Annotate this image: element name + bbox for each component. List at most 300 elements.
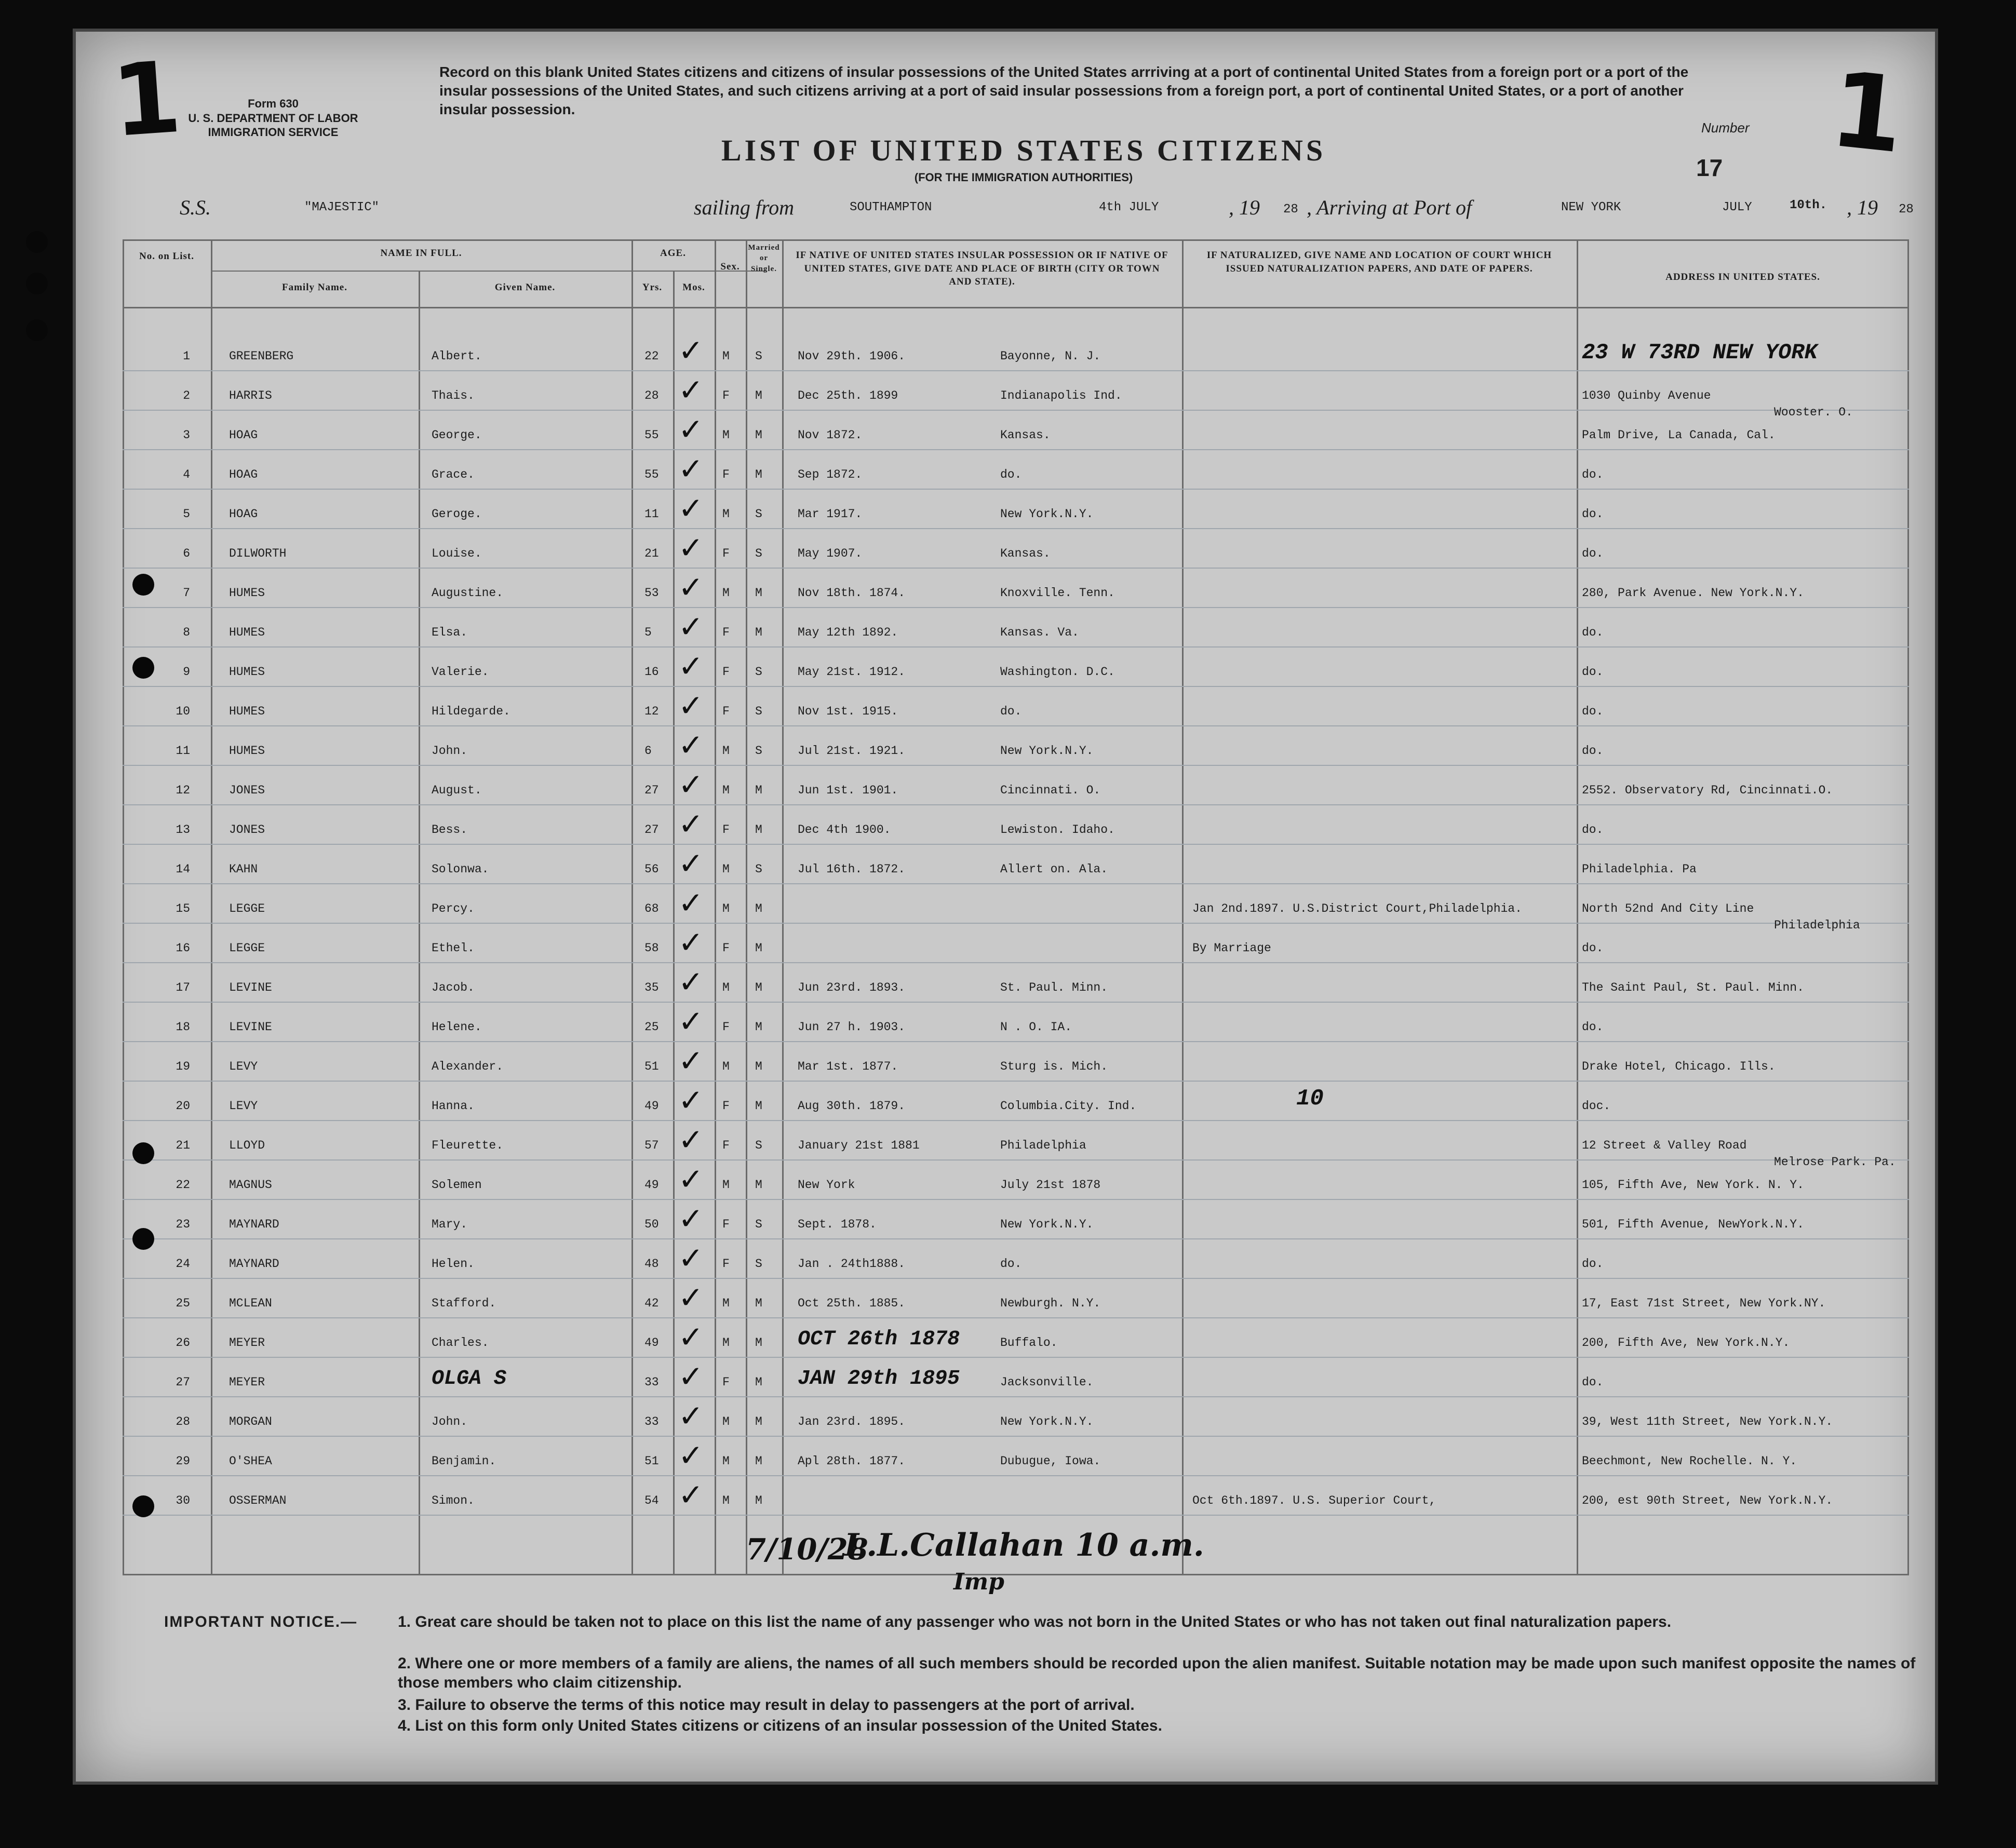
address: doc. [1582,1099,1611,1113]
birth-date: May 12th 1892. [798,626,898,639]
checkmark-icon: ✓ [678,964,704,1000]
given-name: Benjamin. [432,1454,496,1468]
col-header-naturalized: IF NATURALIZED, GIVE NAME AND LOCATION OF COURT WHICH ISSUED NATURALIZATION PAPERS, AND DATE OF PAPERS. [1206,250,1552,274]
departure-date: 4th JULY [1099,200,1159,214]
arrival-month: JULY [1722,200,1752,214]
list-number: 17 [1696,154,1723,181]
birth-place: Columbia.City. Ind. [1000,1099,1137,1113]
birth-date: Mar 1st. 1877. [798,1060,898,1073]
family-name: MEYER [229,1336,265,1350]
address: Beechmont, New Rochelle. N. Y. [1582,1454,1797,1468]
birth-place: Jacksonville. [1000,1375,1094,1389]
family-name: MEYER [229,1375,265,1389]
marital-status: S [755,862,762,876]
age-years: 28 [644,389,659,402]
row-number: 25 [176,1297,190,1310]
name-subheader-rule [211,271,767,272]
row-number: 23 [176,1218,190,1231]
header-divider [123,307,1909,308]
birth-date: Jul 16th. 1872. [798,862,906,876]
birth-date: Sept. 1878. [798,1218,877,1231]
checkmark-icon: ✓ [678,451,704,487]
checkmark-icon: ✓ [678,1240,704,1276]
checkmark-icon: ✓ [678,570,704,605]
marital-status: M [755,981,762,994]
family-name: MAYNARD [229,1257,279,1271]
row-rule [123,1199,1909,1200]
arrival-port: NEW YORK [1561,200,1621,214]
sex: F [722,705,730,718]
checkmark-icon: ✓ [678,649,704,684]
ship-name: "MAJESTIC" [304,200,380,214]
row-rule [123,962,1909,963]
family-name: HARRIS [229,389,272,402]
inspection-date: 7/10/28 [746,1532,868,1567]
manifest-page [73,29,1938,1785]
checkmark-icon: ✓ [678,727,704,763]
col-header-yrs: Yrs. [642,282,663,293]
marital-status: S [755,507,762,521]
birth-date: Oct 25th. 1885. [798,1297,906,1310]
address: do. [1582,1257,1604,1271]
col-header-sex: Sex. [720,261,740,272]
address: do. [1582,1020,1604,1034]
given-name: Helen. [432,1257,475,1271]
marital-status: S [755,1139,762,1152]
birth-place: Kansas. [1000,547,1051,560]
row-rule [123,1238,1909,1239]
col-header-no: No. on List. [139,251,194,262]
checkmark-icon: ✓ [678,1201,704,1236]
given-name: Alexander. [432,1060,504,1073]
col-header-name-in-full: NAME IN FULL. [380,248,462,259]
given-name: Helene. [432,1020,482,1034]
marital-status: S [755,705,762,718]
row-number: 4 [183,468,190,481]
birth-place: New York.N.Y. [1000,1415,1094,1428]
given-name: Albert. [432,349,482,363]
address: 12 Street & Valley Road [1582,1139,1747,1152]
row-rule [123,646,1909,648]
year-prefix-to: , 19 [1847,196,1878,219]
row-number: 15 [176,902,190,915]
checkmark-icon: ✓ [678,1319,704,1355]
sex: M [722,507,730,521]
checkmark-icon: ✓ [678,1004,704,1039]
handwritten-page-number-right: 1 [1825,49,1910,177]
birth-place: New York.N.Y. [1000,507,1094,521]
marital-status: M [755,1494,762,1507]
family-name: MORGAN [229,1415,272,1428]
given-name: Charles. [432,1336,489,1350]
marital-status: M [755,626,762,639]
row-rule [123,449,1909,450]
birth-date: May 1907. [798,547,863,560]
address: do. [1582,665,1604,679]
address: North 52nd And City Line [1582,902,1754,915]
binder-hole [132,1228,154,1250]
birth-place: Newburgh. N.Y. [1000,1297,1101,1310]
binder-hole [132,574,154,596]
arrival-year: 28 [1899,203,1914,217]
number-label: Number [1701,120,1750,136]
marital-status: S [755,547,762,560]
birth-date: JAN 29th 1895 [798,1367,960,1391]
age-years: 27 [644,823,659,837]
address: 105, Fifth Ave, New York. N. Y. [1582,1178,1804,1192]
row-rule [123,923,1909,924]
sex: F [722,1099,730,1113]
birth-place: Buffalo. [1000,1336,1058,1350]
marital-status: M [755,941,762,955]
birth-place: Kansas. [1000,428,1051,442]
binder-hole [26,319,48,341]
notice-item: 1. Great care should be taken not to place on this list the name of any passenger who was not born in the United States or who has not taken out final naturalization papers. [398,1613,1672,1630]
sex: M [722,428,730,442]
birth-date: Nov 1st. 1915. [798,705,898,718]
birth-place: do. [1000,705,1022,718]
checkmark-icon: ✓ [678,1477,704,1513]
notice-item: 4. List on this form only United States citizens or citizens of an insular possession of the United States. [398,1717,1162,1734]
marital-status: S [755,349,762,363]
row-number: 17 [176,981,190,994]
age-years: 22 [644,349,659,363]
birth-place: Cincinnati. O. [1000,784,1101,797]
sex: M [722,349,730,363]
given-name: Louise. [432,547,482,560]
birth-place: Lewiston. Idaho. [1000,823,1115,837]
col-header-given-name: Given Name. [494,282,556,293]
handwritten-page-number-left: 1 [108,39,185,159]
address-line-2: Philadelphia [1774,919,1860,932]
address-line-2: Melrose Park. Pa. [1774,1155,1896,1169]
birth-place: Allert on. Ala. [1000,862,1108,876]
age-years: 68 [644,902,659,915]
age-years: 51 [644,1454,659,1468]
birth-place: Philadelphia [1000,1139,1086,1152]
given-name: Hanna. [432,1099,475,1113]
address-line-2: Wooster. O. [1774,406,1853,419]
sex: M [722,981,730,994]
given-name: Elsa. [432,626,468,639]
col-border [673,271,675,1574]
arriving-label: , Arriving at Port of [1307,196,1472,219]
service-name: IMMIGRATION SERVICE [208,126,339,139]
row-rule [123,568,1909,569]
row-rule [123,1081,1909,1082]
row-number: 5 [183,507,190,521]
voyage-line [180,195,1914,221]
family-name: KAHN [229,862,258,876]
row-number: 18 [176,1020,190,1034]
inspector-title: Imp [953,1569,1004,1595]
family-name: O'SHEA [229,1454,272,1468]
marital-status: M [755,1060,762,1073]
age-years: 49 [644,1099,659,1113]
address: do. [1582,547,1604,560]
age-years: 57 [644,1139,659,1152]
row-number: 29 [176,1454,190,1468]
family-name: HOAG [229,468,258,481]
address: do. [1582,705,1604,718]
age-years: 54 [644,1494,659,1507]
birth-place: do. [1000,1257,1022,1271]
birth-date: Jul 21st. 1921. [798,744,906,758]
age-years: 53 [644,586,659,600]
family-name: LEVINE [229,981,272,994]
marital-status: M [755,1178,762,1192]
col-border [715,239,716,1574]
sex: F [722,468,730,481]
birth-date: Apl 28th. 1877. [798,1454,906,1468]
col-header-address: ADDRESS IN UNITED STATES. [1665,272,1820,282]
address: do. [1582,507,1604,521]
address: 17, East 71st Street, New York.NY. [1582,1297,1826,1310]
row-number: 16 [176,941,190,955]
margin-note: 10 [1296,1086,1324,1112]
passenger-table [123,239,1909,1610]
row-rule [123,1357,1909,1358]
binder-hole [132,657,154,679]
given-name: Bess. [432,823,468,837]
row-rule [123,1120,1909,1121]
page-title: LIST OF UNITED STATES CITIZENS [721,133,1326,167]
age-years: 5 [644,626,652,639]
given-name: Jacob. [432,981,475,994]
age-years: 33 [644,1415,659,1428]
birth-date: Nov 29th. 1906. [798,349,906,363]
row-rule [123,883,1909,884]
given-name: Mary. [432,1218,468,1231]
birth-date: OCT 26th 1878 [798,1328,960,1351]
row-number: 30 [176,1494,190,1507]
given-name: Hildegarde. [432,705,510,718]
checkmark-icon: ✓ [678,846,704,881]
age-years: 6 [644,744,652,758]
birth-place: do. [1000,468,1022,481]
age-years: 56 [644,862,659,876]
birth-place: St. Paul. Minn. [1000,981,1108,994]
given-name: Simon. [432,1494,475,1507]
row-rule [123,765,1909,766]
birth-date: New York [798,1178,855,1192]
row-number: 9 [183,665,190,679]
marital-status: M [755,1020,762,1034]
given-name: Percy. [432,902,475,915]
sex: M [722,1494,730,1507]
age-years: 49 [644,1178,659,1192]
row-rule [123,1396,1909,1397]
marital-status: M [755,428,762,442]
checkmark-icon: ✓ [678,1280,704,1315]
sex: F [722,665,730,679]
birth-place: Indianapolis Ind. [1000,389,1122,402]
given-name: Fleurette. [432,1139,504,1152]
birth-place: New York.N.Y. [1000,744,1094,758]
family-name: LLOYD [229,1139,265,1152]
sex: M [722,586,730,600]
given-name: Valerie. [432,665,489,679]
marital-status: S [755,665,762,679]
family-name: LEGGE [229,941,265,955]
sex: M [722,1336,730,1350]
marital-status: M [755,1454,762,1468]
col-border [211,239,212,1574]
checkmark-icon: ✓ [678,1398,704,1434]
birth-date: January 21st 1881 [798,1139,920,1152]
row-rule [123,725,1909,726]
row-rule [123,1475,1909,1476]
checkmark-icon: ✓ [678,333,704,368]
checkmark-icon: ✓ [678,767,704,802]
row-rule [123,1159,1909,1161]
address: do. [1582,941,1604,955]
row-rule [123,686,1909,687]
birth-place: Knoxville. Tenn. [1000,586,1115,600]
arrival-day: 10th. [1790,198,1827,212]
birth-date: Jan 23rd. 1895. [798,1415,906,1428]
address: do. [1582,823,1604,837]
birth-place: Bayonne, N. J. [1000,349,1101,363]
sex: F [722,626,730,639]
checkmark-icon: ✓ [678,1083,704,1118]
row-number: 19 [176,1060,190,1073]
row-rule [123,1515,1909,1516]
family-name: JONES [229,784,265,797]
family-name: LEVINE [229,1020,272,1034]
row-number: 12 [176,784,190,797]
marital-status: M [755,468,762,481]
sex: F [722,1257,730,1271]
row-rule [123,370,1909,371]
naturalization: By Marriage [1192,941,1271,955]
family-name: HUMES [229,626,265,639]
birth-date: Dec 4th 1900. [798,823,891,837]
birth-date: Nov 18th. 1874. [798,586,906,600]
col-header-birth: IF NATIVE OF UNITED STATES INSULAR POSSESSION OR IF NATIVE OF UNITED STATES, GIVE DATE AND PLACE OF BIRTH (CITY OR TOWN AND STATE). [796,250,1168,288]
age-years: 11 [644,507,659,521]
sex: M [722,1415,730,1428]
age-years: 49 [644,1336,659,1350]
given-name: Augustine. [432,586,504,600]
address: do. [1582,468,1604,481]
form-identifier [138,97,408,140]
sex: M [722,1297,730,1310]
binder-hole [26,273,48,294]
col-border [746,239,747,1574]
row-number: 21 [176,1139,190,1152]
given-name: Grace. [432,468,475,481]
row-rule [123,607,1909,608]
sex: F [722,941,730,955]
birth-place: N . O. IA. [1000,1020,1072,1034]
marital-status: M [755,1415,762,1428]
address: 200, est 90th Street, New York.N.Y. [1582,1494,1833,1507]
birth-place: Kansas. Va. [1000,626,1079,639]
marital-status: S [755,1218,762,1231]
family-name: MAYNARD [229,1218,279,1231]
marital-status: S [755,744,762,758]
birth-date: Jun 23rd. 1893. [798,981,906,994]
marital-status: M [755,586,762,600]
row-rule [123,1436,1909,1437]
birth-date: Mar 1917. [798,507,863,521]
birth-place: July 21st 1878 [1000,1178,1101,1192]
col-border [1577,239,1578,1574]
age-years: 33 [644,1375,659,1389]
row-rule [123,489,1909,490]
birth-date: Sep 1872. [798,468,863,481]
naturalization: Jan 2nd.1897. U.S.District Court,Philadelphia. [1192,902,1522,915]
given-name: Solemen [432,1178,482,1192]
row-number: 28 [176,1415,190,1428]
family-name: OSSERMAN [229,1494,287,1507]
birth-date: Jan . 24th1888. [798,1257,906,1271]
col-border [1182,239,1184,1574]
birth-place: Sturg is. Mich. [1000,1060,1108,1073]
birth-date: Dec 25th. 1899 [798,389,898,402]
sailing-from-label: sailing from [694,196,794,219]
given-name: Stafford. [432,1297,496,1310]
given-name: George. [432,428,482,442]
checkmark-icon: ✓ [678,412,704,447]
marital-status: M [755,1099,762,1113]
departure-year: 28 [1283,203,1298,217]
row-rule [123,1002,1909,1003]
sex: M [722,784,730,797]
row-rule [123,528,1909,529]
address: do. [1582,626,1604,639]
age-years: 55 [644,468,659,481]
inspector-signature: L.L.Callahan 10 a.m. [844,1527,1204,1563]
marital-status: M [755,823,762,837]
naturalization: Oct 6th.1897. U.S. Superior Court, [1192,1494,1436,1507]
marital-status: M [755,784,762,797]
table-top-border [123,239,1909,241]
checkmark-icon: ✓ [678,1162,704,1197]
sex: M [722,1178,730,1192]
marital-status: M [755,1375,762,1389]
birth-date: Jun 27 h. 1903. [798,1020,906,1034]
sex: F [722,389,730,402]
row-rule [123,410,1909,411]
sex: F [722,1020,730,1034]
birth-date: May 21st. 1912. [798,665,906,679]
checkmark-icon: ✓ [678,491,704,526]
address: do. [1582,1375,1604,1389]
row-rule [123,844,1909,845]
form-number: Form 630 [248,97,299,110]
col-header-family-name: Family Name. [282,282,347,293]
page-subtitle: (FOR THE IMMIGRATION AUTHORITIES) [914,171,1133,184]
age-years: 58 [644,941,659,955]
checkmark-icon: ✓ [678,688,704,723]
row-rule [123,1041,1909,1042]
notice-label: IMPORTANT NOTICE.— [164,1613,358,1630]
family-name: MAGNUS [229,1178,272,1192]
age-years: 25 [644,1020,659,1034]
sex: F [722,547,730,560]
col-header-age: AGE. [660,248,686,259]
birth-date: Nov 1872. [798,428,863,442]
given-name: Geroge. [432,507,482,521]
address: The Saint Paul, St. Paul. Minn. [1582,981,1804,994]
checkmark-icon: ✓ [678,1359,704,1394]
age-years: 50 [644,1218,659,1231]
department-name: U. S. DEPARTMENT OF LABOR [188,111,358,125]
row-number: 7 [183,586,190,600]
family-name: HOAG [229,507,258,521]
